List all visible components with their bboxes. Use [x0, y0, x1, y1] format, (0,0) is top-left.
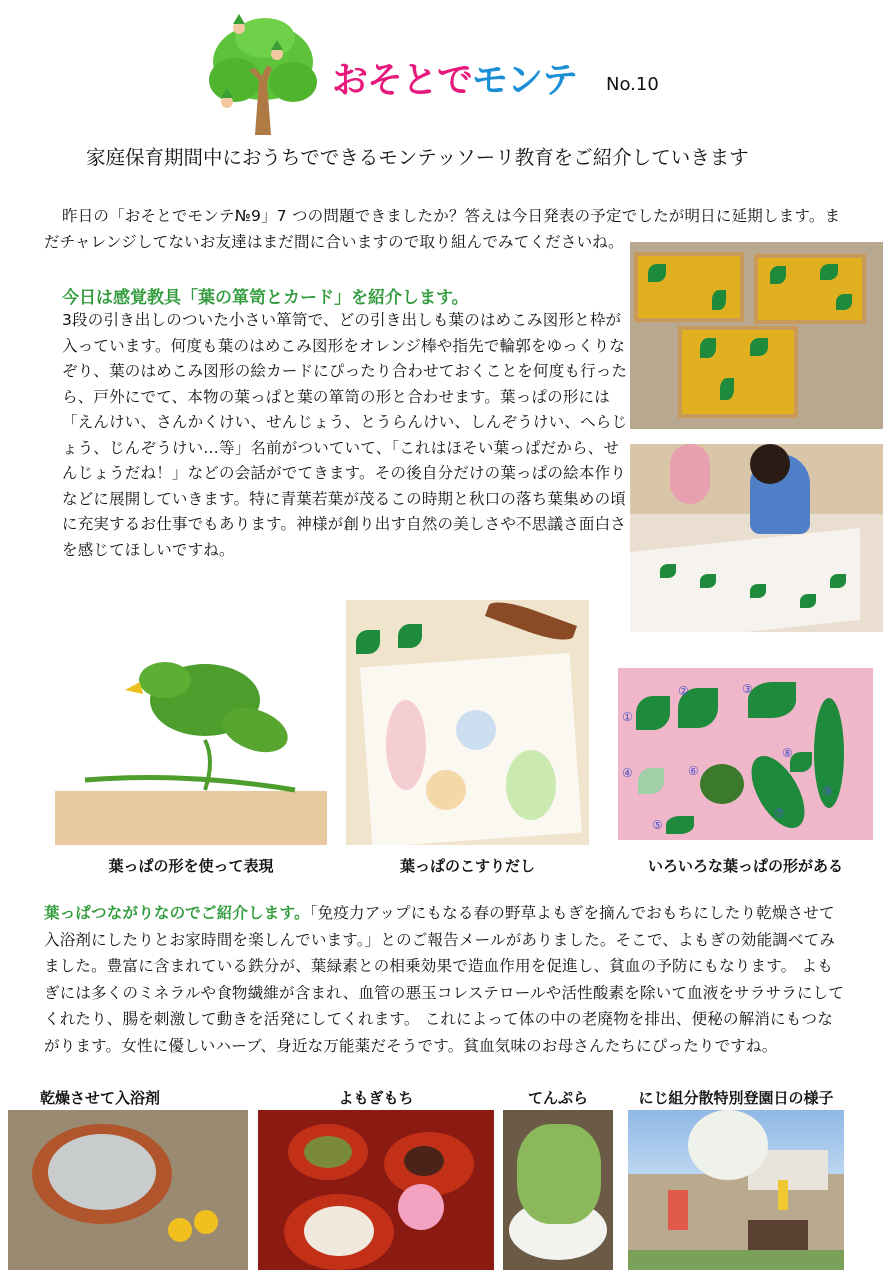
leaf-number-3: ③ [742, 682, 753, 696]
title-part-1: おそとで [332, 60, 473, 101]
leaf-bird-art-photo [55, 600, 327, 845]
leaf-number-1: ① [622, 710, 633, 724]
leaf-number-8: ⑧ [782, 746, 793, 760]
leaf-number-5: ⑤ [652, 818, 663, 832]
leaf-shapes-photo [618, 668, 873, 840]
section2-paragraph [44, 900, 846, 1059]
section2-body: 「免疫力アップにもなる春の野草よもぎを摘んでおもちにしたり乾燥させて入浴剤にしたりとお家時間を楽しんでいます。」とのご報告メールがありました。そこで、よもぎの効能調べてみました。豊富に含まれている鉄分が、葉緑素との相乗効果で造血作用を促進し、貧血の予防にもなります。 よもぎには多くのミネラルや食物繊維が含まれ、血管の悪玉コレステロールや活性酸素を除いて血液をサラサラにしてくれたり、腸を刺激して動きを活発にしてくれます。 これによって体の中の老廃物を排出、便秘の解消にもつながります。女性に優しいハーブ、身近な万能薬だそうです。貧血気味のお母さんたちにぴったりですね。 [44, 904, 845, 1055]
yomogi-tempura-photo [503, 1110, 613, 1270]
caption-leaf-art: 葉っぱの形を使って表現 [108, 857, 274, 875]
leaf-number-9: ⑨ [822, 784, 833, 798]
caption-garden: にじ組分散特別登園日の様子 [638, 1089, 834, 1107]
caption-mochi: よもぎもち [338, 1089, 414, 1107]
section1-heading: 今日は感覚教具「葉の箪笥とカード」を紹介します。 [62, 288, 469, 308]
title-part-2: モンテ [472, 60, 578, 101]
leaf-number-7: ⑦ [774, 806, 785, 820]
section1-body: 3段の引き出しのついた小さい箪笥で、どの引き出しも葉のはめこみ図形と枠が入っています。何度も葉のはめこみ図形をオレンジ棒や指先で輪郭をゆっくりなぞり、葉のはめこみ図形の絵カードにぴったり合わせておくことを何度も行ったら、戸外にでて、本物の葉っぱと葉の箪笥の形と合わせます。葉っぱの形には「えんけい、さんかくけい、せんじょう、とうらんけい、しんぞうけい、へらじょう、じんぞうけい…等」名前がついていて、「これはほそい葉っぱだから、せんじょうだね！」などの会話がでてきます。その後自分だけの葉っぱの絵本作りなどに展開していきます。特に青葉若葉が茂るこの時期と秋口の落ち葉集めの頃に充実するお仕事でもあります。神様が創り出す自然の美しさや不思議さ面白さを感じてほしいですね。 [62, 311, 628, 559]
leaf-number-4: ④ [622, 766, 633, 780]
caption-rubbing: 葉っぱのこすりだし [399, 857, 535, 875]
caption-tempura: てんぷら [527, 1089, 588, 1107]
intro-paragraph: 昨日の「おそとでモンテ№9」7 つの問題できましたか？答えは今日発表の予定でしたが明日に延期します。まだチャレンジしてないお友達はまだ間に合いますので取り組んでみてくださいね。 [44, 207, 841, 251]
garden-visit-photo [628, 1110, 844, 1270]
leaf-rubbing-photo [346, 600, 589, 845]
caption-leaf-shapes: いろいろな葉っぱの形がある [647, 857, 843, 875]
issue-number: No.10 [606, 74, 659, 95]
dried-yomogi-photo [8, 1110, 248, 1270]
child-matching-leaves-photo [630, 444, 883, 632]
caption-bath: 乾燥させて入浴剤 [40, 1089, 161, 1107]
yomogi-mochi-photo [258, 1110, 494, 1270]
tree-logo [205, 10, 320, 135]
leaf-number-2: ② [678, 684, 689, 698]
newsletter-title [332, 52, 577, 103]
leaf-number-6: ⑥ [688, 764, 699, 778]
leaf-cabinet-photo [630, 242, 883, 429]
section2-heading: 葉っぱつながりなのでご紹介します。 [44, 904, 310, 922]
subtitle: 家庭保育期間中におうちでできるモンテッソーリ教育をご紹介していきます [86, 146, 749, 169]
